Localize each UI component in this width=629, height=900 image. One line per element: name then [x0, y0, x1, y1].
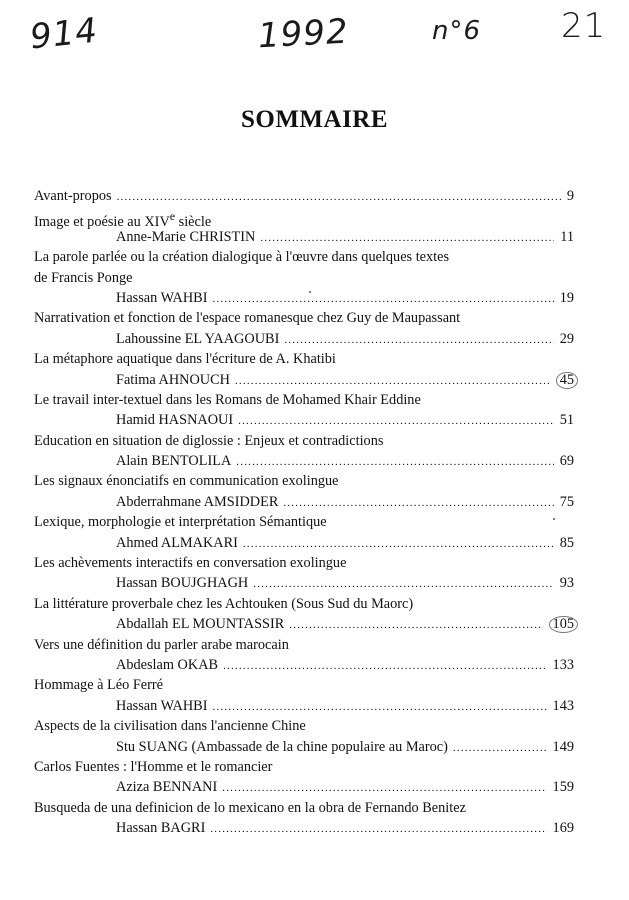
toc-title: La littérature proverbale chez les Achtouken (Sous Sud du Maorc) — [34, 595, 414, 612]
toc-entry-author — [34, 614, 574, 634]
toc-page-number: 159 — [552, 779, 574, 796]
toc-entry-author — [34, 451, 574, 471]
dot-leader — [253, 574, 553, 594]
dot-leader — [212, 697, 546, 717]
toc-title: Lexique, morphologie et interprétation Sémantique — [34, 514, 327, 531]
toc-page-number: 11 — [560, 228, 574, 245]
scan-speck — [553, 518, 555, 520]
toc-page-number: 93 — [559, 575, 574, 592]
toc-author: Hassan BOUJGHAGH — [116, 575, 249, 592]
dot-leader — [453, 738, 547, 758]
toc-author: Alain BENTOLILA — [116, 453, 232, 470]
toc-page-number-circled: 105 — [549, 616, 578, 633]
dot-leader — [283, 493, 553, 513]
dot-leader — [289, 615, 542, 635]
toc-entry-author — [34, 696, 574, 716]
toc-title: Carlos Fuentes : l'Homme et le romancier — [34, 758, 273, 775]
toc-title-superscript: e — [169, 209, 176, 224]
scan-speck — [309, 291, 311, 293]
handwritten-note-21: 21 — [561, 6, 607, 46]
toc-title: Les achèvements interactifs en conversation exolingue — [34, 555, 347, 572]
toc-page-number: 133 — [552, 656, 574, 673]
toc-author: Fatima AHNOUCH — [116, 371, 230, 388]
toc-entry-author — [34, 655, 574, 675]
dot-leader — [260, 228, 554, 248]
toc-author: Aziza BENNANI — [116, 779, 218, 796]
page-title: SOMMAIRE — [240, 106, 389, 133]
toc-title: Hommage à Léo Ferré — [34, 677, 164, 694]
toc-entry-author — [34, 410, 574, 430]
toc-page-number: 169 — [552, 820, 574, 837]
dot-leader — [236, 452, 553, 472]
handwritten-note-914: 914 — [28, 10, 100, 58]
toc-entry-title — [34, 431, 574, 451]
toc-page-number: 75 — [559, 493, 574, 510]
toc-page-number: 19 — [559, 289, 574, 306]
toc-entry-title — [34, 349, 574, 369]
toc-title: Busqueda de una definicion de lo mexicano en la obra de Fernando Benitez — [34, 799, 466, 816]
toc-entry-author — [34, 573, 574, 593]
dot-leader — [210, 819, 546, 839]
toc-entry-title — [34, 716, 574, 736]
toc-title: La parole parlée ou la création dialogique à l'œuvre dans quelques textes — [34, 249, 450, 266]
dot-leader — [212, 289, 553, 309]
toc-title: Aspects de la civilisation dans l'ancienne Chine — [34, 718, 306, 735]
dot-leader — [238, 411, 554, 431]
dot-leader — [243, 534, 554, 554]
toc-page-number: 29 — [559, 330, 574, 347]
toc-entry-author — [34, 492, 574, 512]
toc-entry-title — [34, 247, 574, 267]
toc-author: Ahmed ALMAKARI — [116, 534, 238, 551]
toc-page-number-circled: 45 — [556, 372, 578, 389]
toc-author: Hassan WAHBI — [116, 289, 208, 306]
toc-entry-author — [34, 533, 574, 553]
toc-page-number: 149 — [552, 738, 574, 755]
dot-leader — [284, 330, 553, 350]
toc-page-number: 85 — [559, 534, 574, 551]
toc-title: Vers une définition du parler arabe marocain — [34, 636, 289, 653]
toc-title-text: Image et poésie au XIV — [34, 214, 170, 231]
handwritten-note-issue: n°6 — [432, 16, 482, 46]
toc-title: Le travail inter-textuel dans les Romans de Mohamed Khair Eddine — [34, 391, 421, 408]
toc-entry-title — [34, 553, 574, 573]
toc-author: Lahoussine EL YAAGOUBI — [116, 330, 280, 347]
toc-author: Anne-Marie CHRISTIN — [116, 228, 256, 245]
toc-title: Narrativation et fonction de l'espace romanesque chez Guy de Maupassant — [34, 310, 461, 327]
toc-page-number: 143 — [552, 697, 574, 714]
toc-page-number: 69 — [559, 453, 574, 470]
toc-title: Education en situation de diglossie : Enjeux et contradictions — [34, 432, 384, 449]
toc-author: Abdeslam OKAB — [116, 656, 219, 673]
toc-page-number: 9 — [566, 188, 574, 204]
toc-entry-title — [34, 390, 574, 410]
dot-leader — [117, 187, 561, 207]
toc-author: Abderrahmane AMSIDDER — [116, 493, 279, 510]
toc-entry-title — [34, 512, 574, 532]
handwritten-note-year: 1992 — [257, 11, 350, 57]
toc-entry-title — [34, 206, 574, 231]
toc-author: Hamid HASNAOUI — [116, 412, 234, 429]
toc-entry-title — [34, 594, 574, 614]
toc-page-number: 51 — [559, 412, 574, 429]
dot-leader — [222, 778, 546, 798]
toc-title: de Francis Ponge — [34, 269, 133, 286]
toc-title-text-end: siècle — [175, 214, 212, 231]
toc-title: Les signaux énonciatifs en communication exolingue — [34, 473, 339, 490]
toc-entry-author — [34, 737, 574, 757]
toc-entry-title-continued — [34, 268, 574, 288]
toc-entry-author — [34, 777, 574, 797]
toc-entry-title — [34, 635, 574, 655]
toc-entry-title — [34, 757, 574, 777]
toc-author: Stu SUANG (Ambassade de la chine populaire au Maroc) — [116, 738, 448, 755]
toc-title: La métaphore aquatique dans l'écriture de A. Khatibi — [34, 351, 336, 368]
toc-entry-title — [34, 798, 574, 818]
toc-author: Abdallah EL MOUNTASSIR — [116, 616, 285, 633]
toc-entry-author — [34, 370, 574, 390]
toc-title: Avant-propos — [34, 188, 112, 204]
toc-entry-avant-propos — [34, 186, 574, 206]
toc-entry-title — [34, 675, 574, 695]
dot-leader — [235, 371, 550, 391]
toc-author: Hassan WAHBI — [116, 697, 208, 714]
toc-entry-author — [34, 288, 574, 308]
toc-entry-author — [34, 818, 574, 838]
toc-entry-title — [34, 471, 574, 491]
table-of-contents — [34, 186, 574, 839]
toc-author: Hassan BAGRI — [116, 820, 206, 837]
toc-entry-author — [34, 329, 574, 349]
dot-leader — [223, 656, 546, 676]
toc-entry-title — [34, 308, 574, 328]
